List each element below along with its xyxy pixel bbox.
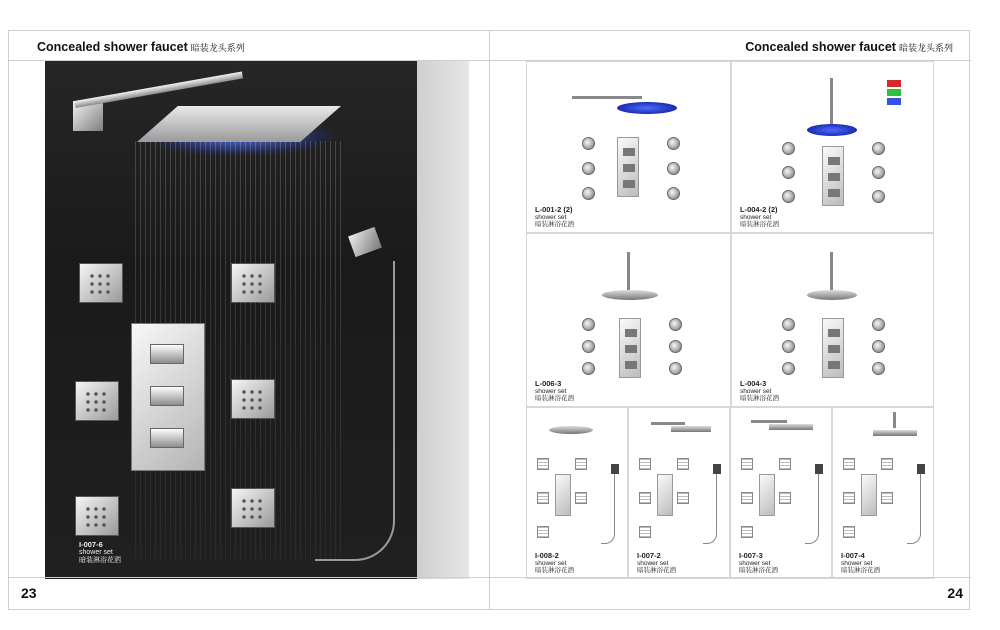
body-jet <box>782 142 795 155</box>
valve-knob <box>150 386 184 406</box>
product-caption <box>740 379 779 402</box>
thermostatic-valve <box>131 323 205 471</box>
valve <box>555 474 571 516</box>
body-jet <box>872 362 885 375</box>
shower-hose <box>601 474 615 544</box>
body-jet <box>639 526 651 538</box>
body-jet <box>782 166 795 179</box>
valve <box>861 474 877 516</box>
product-image <box>527 62 731 212</box>
photo-product-caption <box>79 541 121 565</box>
product-type: shower set <box>535 560 567 567</box>
left-page-header <box>9 31 489 61</box>
body-jet <box>843 458 855 470</box>
product-code: L-004-2 (2) <box>740 205 778 214</box>
product-code: I-008-2 <box>535 551 559 560</box>
product-type-cn: 暗装淋浴花洒 <box>740 221 779 228</box>
product-code: I-007-2 <box>637 551 661 560</box>
product-card <box>526 407 628 579</box>
body-jet <box>872 318 885 331</box>
knob <box>623 148 635 156</box>
body-jet <box>669 318 682 331</box>
valve <box>759 474 775 516</box>
knob <box>828 361 840 369</box>
knob <box>623 180 635 188</box>
body-jet <box>872 142 885 155</box>
square-shower-head <box>873 430 917 436</box>
product-code: I-007-6 <box>79 540 103 549</box>
body-jet <box>575 492 587 504</box>
body-jet <box>881 492 893 504</box>
product-type: shower set <box>79 549 113 556</box>
body-jet <box>872 340 885 353</box>
product-type-cn: 暗装淋浴花洒 <box>637 567 676 574</box>
body-jet <box>782 340 795 353</box>
right-header-title-cn: 暗装龙头系列 <box>898 43 953 53</box>
shower-hose <box>703 474 717 544</box>
body-jet <box>779 458 791 470</box>
product-photo-shower-set <box>45 61 469 579</box>
product-type-cn: 暗装淋浴花洒 <box>535 395 574 402</box>
body-jet <box>582 340 595 353</box>
product-card <box>731 61 934 233</box>
right-page-footer <box>490 577 971 609</box>
led-color-blue <box>887 98 901 105</box>
body-jet <box>843 526 855 538</box>
product-type-cn: 暗装淋浴花洒 <box>841 567 880 574</box>
body-jet <box>667 187 680 200</box>
body-jet <box>741 526 753 538</box>
led-shower-head <box>617 102 677 114</box>
spoke-shower-head <box>549 426 593 434</box>
product-image <box>629 408 730 553</box>
body-jet <box>75 381 119 421</box>
product-type: shower set <box>841 560 873 567</box>
spoke-shower-head <box>602 290 658 300</box>
left-header-title-en: Concealed shower faucet <box>37 40 188 54</box>
page-number: 24 <box>947 585 963 601</box>
body-jet <box>872 190 885 203</box>
product-caption <box>637 551 676 574</box>
product-type: shower set <box>740 214 772 221</box>
left-header-title-cn: 暗装龙头系列 <box>190 43 245 53</box>
body-jet <box>537 458 549 470</box>
knob <box>828 157 840 165</box>
valve <box>822 146 844 206</box>
body-jet <box>582 362 595 375</box>
knob <box>623 164 635 172</box>
left-header-title <box>37 40 245 54</box>
led-color-red <box>887 80 901 87</box>
hand-shower <box>815 464 823 474</box>
shower-hose <box>315 261 395 561</box>
ceiling-pole <box>627 252 630 292</box>
body-jet <box>669 340 682 353</box>
right-header-title <box>745 40 953 54</box>
product-caption <box>739 551 778 574</box>
product-image <box>732 234 934 384</box>
product-type: shower set <box>535 214 567 221</box>
body-jet <box>669 362 682 375</box>
product-code: L-004-3 <box>740 379 767 388</box>
right-header-title-en: Concealed shower faucet <box>745 40 896 54</box>
product-card <box>628 407 730 579</box>
valve-knob <box>150 344 184 364</box>
right-page <box>490 31 971 609</box>
body-jet <box>677 458 689 470</box>
product-image <box>833 408 934 553</box>
right-page-header <box>490 31 971 61</box>
ceiling-pole <box>893 412 896 428</box>
product-type: shower set <box>535 388 567 395</box>
body-jet <box>677 492 689 504</box>
hand-shower <box>611 464 619 474</box>
catalog-spread <box>8 30 970 610</box>
knob <box>828 345 840 353</box>
product-image <box>527 408 628 553</box>
product-card <box>526 233 731 407</box>
body-jet <box>582 187 595 200</box>
product-type-cn: 暗装淋浴花洒 <box>535 567 574 574</box>
product-grid <box>526 61 934 579</box>
body-jet <box>782 362 795 375</box>
knob <box>625 345 637 353</box>
body-jet <box>575 458 587 470</box>
body-jet <box>582 162 595 175</box>
square-shower-head <box>769 424 813 430</box>
body-jet <box>782 190 795 203</box>
body-jet <box>231 263 275 303</box>
photo-side-panel <box>417 61 469 579</box>
shower-arm <box>572 96 642 99</box>
product-card <box>730 407 832 579</box>
product-card <box>832 407 934 579</box>
led-shower-head <box>807 124 857 136</box>
body-jet <box>872 166 885 179</box>
body-jet <box>782 318 795 331</box>
product-card <box>526 61 731 233</box>
knob <box>828 189 840 197</box>
led-color-green <box>887 89 901 96</box>
hand-shower <box>348 227 382 257</box>
page-number: 23 <box>21 585 37 601</box>
left-page-footer <box>9 577 489 609</box>
product-card <box>731 233 934 407</box>
product-code: L-006-3 <box>535 379 562 388</box>
hand-shower <box>917 464 925 474</box>
body-jet <box>667 162 680 175</box>
shower-arm <box>651 422 685 425</box>
knob <box>625 329 637 337</box>
body-jet <box>79 263 123 303</box>
body-jet <box>537 526 549 538</box>
ceiling-pole <box>830 252 833 292</box>
square-shower-head <box>671 426 711 432</box>
body-jet <box>231 379 275 419</box>
product-caption <box>535 205 574 228</box>
round-shower-head <box>807 290 857 300</box>
product-caption <box>841 551 880 574</box>
valve <box>617 137 639 197</box>
valve <box>619 318 641 378</box>
valve <box>657 474 673 516</box>
body-jet <box>779 492 791 504</box>
shower-hose <box>907 474 921 544</box>
valve-knob <box>150 428 184 448</box>
shower-hose <box>805 474 819 544</box>
body-jet <box>741 492 753 504</box>
body-jet <box>231 488 275 528</box>
knob <box>625 361 637 369</box>
body-jet <box>741 458 753 470</box>
body-jet <box>582 137 595 150</box>
ceiling-pole <box>830 78 833 124</box>
product-image <box>731 408 832 553</box>
product-caption <box>535 379 574 402</box>
product-type-cn: 暗装淋浴花洒 <box>535 221 574 228</box>
product-image <box>732 62 934 212</box>
product-image <box>527 234 731 384</box>
product-code: I-007-4 <box>841 551 865 560</box>
body-jet <box>667 137 680 150</box>
body-jet <box>639 492 651 504</box>
valve <box>822 318 844 378</box>
hand-shower <box>713 464 721 474</box>
product-type-cn: 暗装淋浴花洒 <box>79 557 121 564</box>
product-type-cn: 暗装淋浴花洒 <box>740 395 779 402</box>
product-caption <box>740 205 779 228</box>
product-type: shower set <box>637 560 669 567</box>
shower-arm <box>74 72 243 108</box>
left-page <box>9 31 490 609</box>
body-jet <box>582 318 595 331</box>
product-type: shower set <box>740 388 772 395</box>
body-jet <box>843 492 855 504</box>
product-caption <box>535 551 574 574</box>
product-type: shower set <box>739 560 771 567</box>
product-code: L-001-2 (2) <box>535 205 573 214</box>
body-jet <box>75 496 119 536</box>
body-jet <box>881 458 893 470</box>
knob <box>828 173 840 181</box>
knob <box>828 329 840 337</box>
shower-arm <box>751 420 787 423</box>
body-jet <box>639 458 651 470</box>
product-code: I-007-3 <box>739 551 763 560</box>
product-type-cn: 暗装淋浴花洒 <box>739 567 778 574</box>
body-jet <box>537 492 549 504</box>
